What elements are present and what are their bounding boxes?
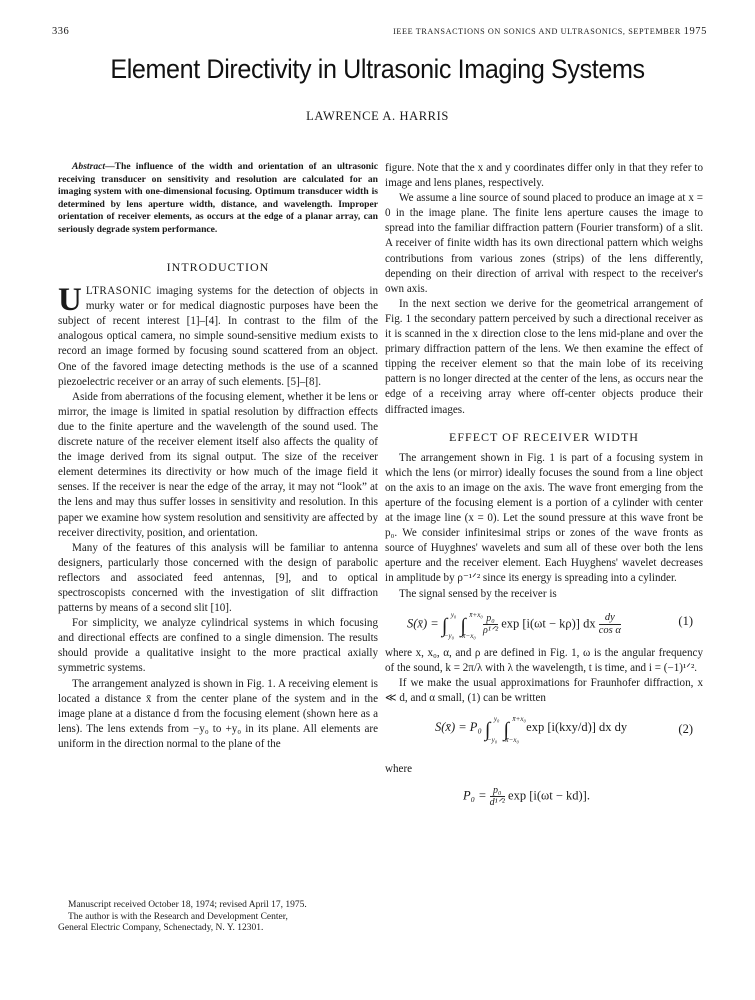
eq1-outer-upper: y₀ xyxy=(450,611,457,619)
eq3-frac-den: d¹ᐟ² xyxy=(489,797,505,809)
equation-3-body xyxy=(463,785,590,808)
receiver-width-paragraph-1: The arrangement shown in Fig. 1 is part of a focusing system in which the lens (or mirror) ideally focuses the sound from a line object on the axis to an image on the axis. The wave front emerging from the aperture of the focusing element is a portion of a cylinder with center at the image line (x = 0). Let the sound pressure at this wave front be p₀. We consider infinitesimal strips or zones of the wave fronts as source of Huyghnes' wavelets and sum all of these over both the lens aperture and the receiver element. Each Huyghens' wavelet decreases in amplitude by ρ⁻¹ᐟ² since its energy is spreading into a cylinder. xyxy=(385,451,703,585)
page-number: 336 xyxy=(52,26,70,37)
eq2-outer-integral: ∫ y₀ −y₀ xyxy=(485,720,490,738)
author-name: LAWRENCE A. HARRIS xyxy=(306,109,449,123)
eq1-outer-lower: −y₀ xyxy=(443,632,455,640)
footnote xyxy=(58,900,378,935)
left-column xyxy=(58,161,378,752)
right-column xyxy=(385,161,703,817)
intro-continued-2: We assume a line source of sound placed to produce an image at x = 0 in the image plane. The finite lens aperture causes the image to spread into the familiar diffraction pattern (Fourier transform) of a slit. A receiver of finite width has its own directional pattern which weighs contributions from various zones (strips) of the lens differently, depending on their direction of arrival with respect to the receiver's own axis. xyxy=(385,192,703,295)
eq1-outer-integral: ∫ y₀ −y₀ xyxy=(442,616,447,634)
eq3-fraction xyxy=(490,785,505,808)
abstract-text: —The influence of the width and orientation of an ultrasonic receiving transducer on sensitivity and resolution are calculated for an imaging system with one-dimensional focusing. Optimum transducer width is determined by lens aperture width, distance, and wavelength. Improper orientation of receiver elements, as occurs at the edge of a planar array, can seriously degrade system performance. xyxy=(58,161,378,235)
eq2-outer-lower: −y₀ xyxy=(486,736,498,744)
eq1-dy-num: dy xyxy=(599,612,621,625)
intro-paragraph-2: Aside from aberrations of the focusing element, whether it be lens or mirror, the image is limited in spatial resolution by diffraction effects due to the finite aperture and the wavelength of the sound used. The discrete nature of the receiver element itself also affects the quality of the image derived from its signal output. The size of the receiver element determines its directivity or how much of the image field it senses. If the receiver is near the edge of the array, it may not “look” at the lens and may thus suffer losses in sensitivity and resolution. In this paper we examine how system resolution and sensitivity are affected by receiver directivity, position, and orientation. xyxy=(58,390,378,539)
equation-2 xyxy=(385,706,703,758)
eq3-frac-num: p₀ xyxy=(490,785,505,797)
paper-title: Element Directivity in Ultrasonic Imaging Systems xyxy=(110,54,645,84)
intro-paragraph-5: The arrangement analyzed is shown in Fig. 1. A receiving element is located a distance x̄ from the center plane of the system and in the image plane at a distance d from the focusing element (shown here as a lens). The lens extends from −y₀ to +y₀ in its plane. All elements are uniform in the direction normal to the plane of the xyxy=(58,677,378,750)
eq3-rhs: exp [i(ωt − kd)]. xyxy=(508,788,590,803)
equation-2-body xyxy=(435,715,628,744)
eq1-lhs: S(x̄) = xyxy=(407,616,439,630)
abstract-label: Abstract xyxy=(72,161,106,172)
intro-paragraph-4: For simplicity, we analyze cylindrical systems in which focusing and directional effects are confined to a single dimension. The results should provide a qualitative insight to the more practical axially symmetric systems. xyxy=(58,617,378,675)
equation-3 xyxy=(385,777,703,817)
footnote-affiliation-1: The author is with the Research and Development Center, xyxy=(68,911,288,922)
abstract xyxy=(58,161,378,236)
after-equation-1: where x, x₀, α, and ρ are defined in Fig. 1, ω is the angular frequency of the sound, k = 2π/λ with λ the wavelength, t is time, and i = (−1)¹ᐟ². xyxy=(385,646,703,674)
eq1-integrand: exp [i(ωt − kρ)] dx xyxy=(501,616,596,630)
drop-cap: U xyxy=(58,282,82,319)
equation-1 xyxy=(385,602,703,646)
eq1-frac-num: p₀ xyxy=(483,613,498,625)
journal-year: 1975 xyxy=(683,26,707,37)
eq1-dy-den: cos α xyxy=(598,624,621,636)
eq1-frac-den: ρ¹ᐟ² xyxy=(483,624,499,636)
eq2-inner-integral: ∫ x̄+x₀ x̄−x₀ xyxy=(504,720,509,738)
intro-text-1: imaging systems for the detection of objects in murky water or for medical diagnostic purposes have been the subject of recent interest [1]–[4]. In contrast to the film of the analogous optical camera, no simple sound-sensitive medium exists to record an image formed by focusing sound scattered from an object. One of the favored image detecting methods is the use of a scanned piezoelectric receiver or an array of such elements. [5]–[8]. xyxy=(58,285,378,388)
section-heading-receiver-width: EFFECT OF RECEIVER WIDTH xyxy=(449,429,639,444)
journal-title: IEEE TRANSACTIONS ON SONICS AND ULTRASONICS, SEPTEMBER xyxy=(393,27,681,36)
eq1-inner-upper: x̄+x₀ xyxy=(469,611,483,619)
receiver-width-paragraph-2: The signal sensed by the receiver is xyxy=(399,587,557,600)
eq2-outer-upper: y₀ xyxy=(493,715,500,723)
footnote-affiliation-2: General Electric Company, Schenectady, N. Y. 12301. xyxy=(58,923,264,933)
eq1-dy-fraction xyxy=(599,612,621,637)
eq1-fraction xyxy=(483,613,498,636)
intro-paragraph-1 xyxy=(58,284,378,390)
eq2-inner-lower: x̄−x₀ xyxy=(505,736,519,744)
footnote-received: Manuscript received October 18, 1974; revised April 17, 1975. xyxy=(68,900,307,910)
running-header xyxy=(52,26,707,40)
before-equation-2: If we make the usual approximations for Fraunhofer diffraction, x ≪ d, and α small, (1) can be written xyxy=(385,676,703,704)
eq1-inner-integral: ∫ x̄+x₀ x̄−x₀ xyxy=(460,616,465,634)
intro-continued-1: figure. Note that the x and y coordinates differ only in that they refer to image and lens planes, respectively. xyxy=(385,162,703,190)
equation-1-number: (1) xyxy=(678,613,693,628)
eq2-lhs: S(x̄) = P₀ xyxy=(435,720,482,734)
eq3-lhs: P₀ = xyxy=(463,788,487,803)
eq2-inner-upper: x̄+x₀ xyxy=(512,715,526,723)
intro-paragraph-3: Many of the features of this analysis will be familiar to antenna designers, particularly those concerned with the design of parabolic reflectors and associated feed antennas, [9], and to optical spectroscopists concerned with the investigation of slit diffraction patterns by means of a second slit [10]. xyxy=(58,541,378,615)
where-label: where xyxy=(385,763,413,775)
intro-first-word: LTRASONIC xyxy=(85,285,152,298)
eq2-integrand: exp [i(kxy/d)] dx dy xyxy=(526,720,628,734)
eq1-inner-lower: x̄−x₀ xyxy=(462,632,476,640)
journal-name xyxy=(393,26,707,37)
section-heading-introduction: INTRODUCTION xyxy=(166,260,270,274)
equation-1-body xyxy=(407,611,621,640)
equation-2-number: (2) xyxy=(678,722,693,736)
intro-continued-3: In the next section we derive for the geometrical arrangement of Fig. 1 the secondary pattern perceived by such a directional receiver as it is scanned in the x direction close to the lens mid-plane and over the primary diffraction pattern of the lens. We then examine the effect of tipping the receiver element so that the main lobe of its receiving pattern is no longer directed at the center of the lens, as occurs near the edge of a receiving array where off-center objects produce their diffracted images. xyxy=(385,297,703,416)
